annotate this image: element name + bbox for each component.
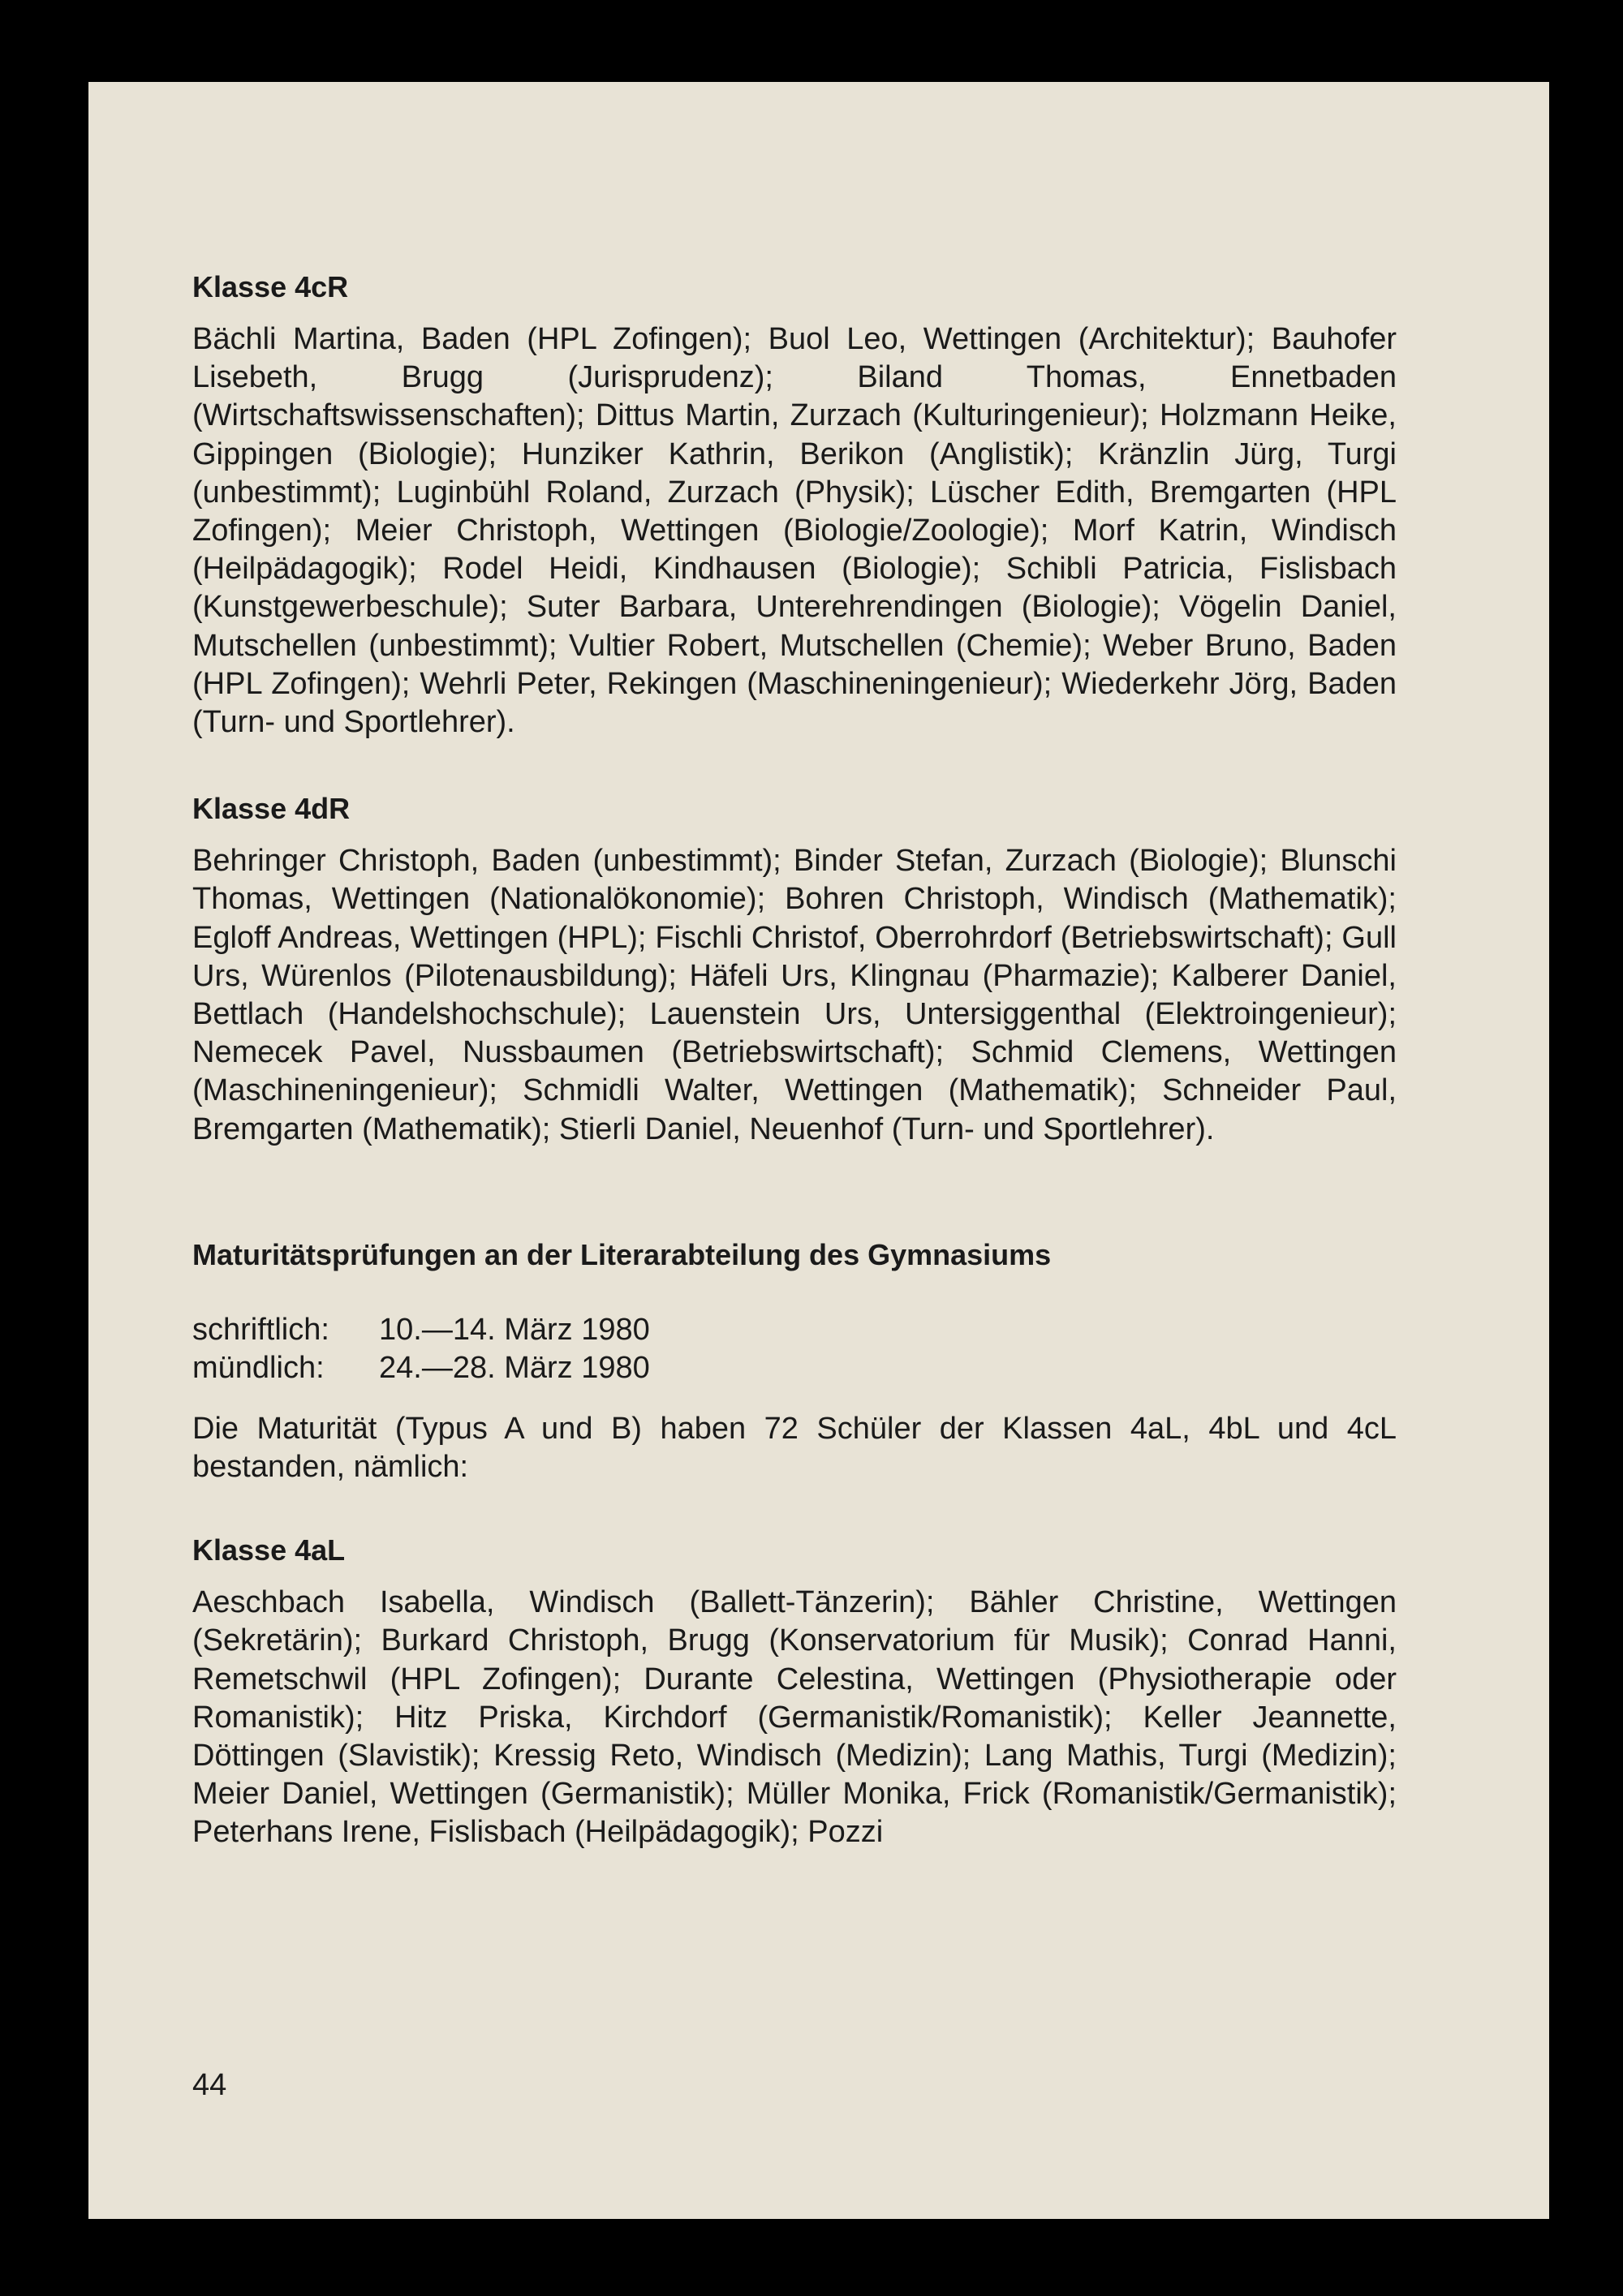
heading-class-4aL: Klasse 4aL (192, 1533, 346, 1567)
page-number: 44 (192, 2068, 227, 2102)
class-4aL-list: Aeschbach Isabella, Windisch (Ballett-Tänzerin); Bähler Christine, Wettingen (Sekretärin); Burkard Christoph, Brugg (Konservatorium für Musik); Conrad Hanni, Remetschwil (HPL Zofingen); Durante Celestina, Wettingen (Physiotherapie oder Romanistik); Hitz Priska, Kirchdorf (Germanistik/Romanistik); Keller Jeannette, Döttingen (Slavistik); Kressig Reto, Windisch (Medizin); Lang Mathis, Turgi (Medizin); Meier Daniel, Wettingen (Germanistik); Müller Monika, Frick (Romanistik/Germanistik); Peterhans Irene, Fislisbach (Heilpädagogik); Pozzi (192, 1585, 1397, 1850)
exam-dates (192, 1311, 1397, 1387)
written-exam-dates: 10.—14. März 1980 (379, 1312, 650, 1347)
heading-class-4dR: Klasse 4dR (192, 792, 351, 826)
class-4cR-list: Bächli Martina, Baden (HPL Zofingen); Buol Leo, Wettingen (Architektur); Bauhofer Lisebeth, Brugg (Jurisprudenz); Biland Thomas, Ennetbaden (Wirtschaftswissenschaften); Dittus Martin, Zurzach (Kulturingenieur); Holzmann Heike, Gippingen (Biologie); Hunziker Kathrin, Berikon (Anglistik); Kränzlin Jürg, Turgi (unbestimmt); Luginbühl Roland, Zurzach (Physik); Lüscher Edith, Bremgarten (HPL Zofingen); Meier Christoph, Wettingen (Biologie/Zoologie); Morf Katrin, Windisch (Heilpädagogik); Rodel Heidi, Kindhausen (Biologie); Schibli Patricia, Fislisbach (Kunstgewerbeschule); Suter Barbara, Unterehrendingen (Biologie); Vögelin Daniel, Mutschellen (unbestimmt); Vultier Robert, Mutschellen (Chemie); Weber Bruno, Baden (HPL Zofingen); Wehrli Peter, Rekingen (Maschineningenieur); Wiederkehr Jörg, Baden (Turn- und Sportlehrer). (192, 322, 1397, 740)
document-page (88, 82, 1549, 2219)
oral-exam-label: mündlich: (192, 1350, 325, 1385)
oral-exam-dates: 24.—28. März 1980 (379, 1350, 650, 1385)
class-4dR-list: Behringer Christoph, Baden (unbestimmt); Binder Stefan, Zurzach (Biologie); Blunschi Thomas, Wettingen (Nationalökonomie); Bohren Christoph, Windisch (Mathematik); Egloff Andreas, Wettingen (HPL); Fischli Christof, Oberrohrdorf (Betriebswirtschaft); Gull Urs, Würenlos (Pilotenausbildung); Häfeli Urs, Klingnau (Pharmazie); Kalberer Daniel, Bettlach (Handelshochschule); Lauenstein Urs, Untersiggenthal (Elektroingenieur); Nemecek Pavel, Nussbaumen (Betriebswirtschaft); Schmid Clemens, Wettingen (Maschineningenieur); Schmidli Walter, Wettingen (Mathematik); Schneider Paul, Bremgarten (Mathematik); Stierli Daniel, Neuenhof (Turn- und Sportlehrer). (192, 844, 1397, 1146)
heading-class-4cR: Klasse 4cR (192, 270, 349, 303)
written-exam-label: schriftlich: (192, 1312, 329, 1347)
heading-maturity-exams: Maturitätsprüfungen an der Literarabteilung des Gymnasiums (192, 1237, 1052, 1271)
maturity-intro: Die Maturität (Typus A und B) haben 72 Schüler der Klassen 4aL, 4bL und 4cL bestanden, nämlich: (192, 1411, 1397, 1485)
page-content (192, 269, 1397, 1852)
